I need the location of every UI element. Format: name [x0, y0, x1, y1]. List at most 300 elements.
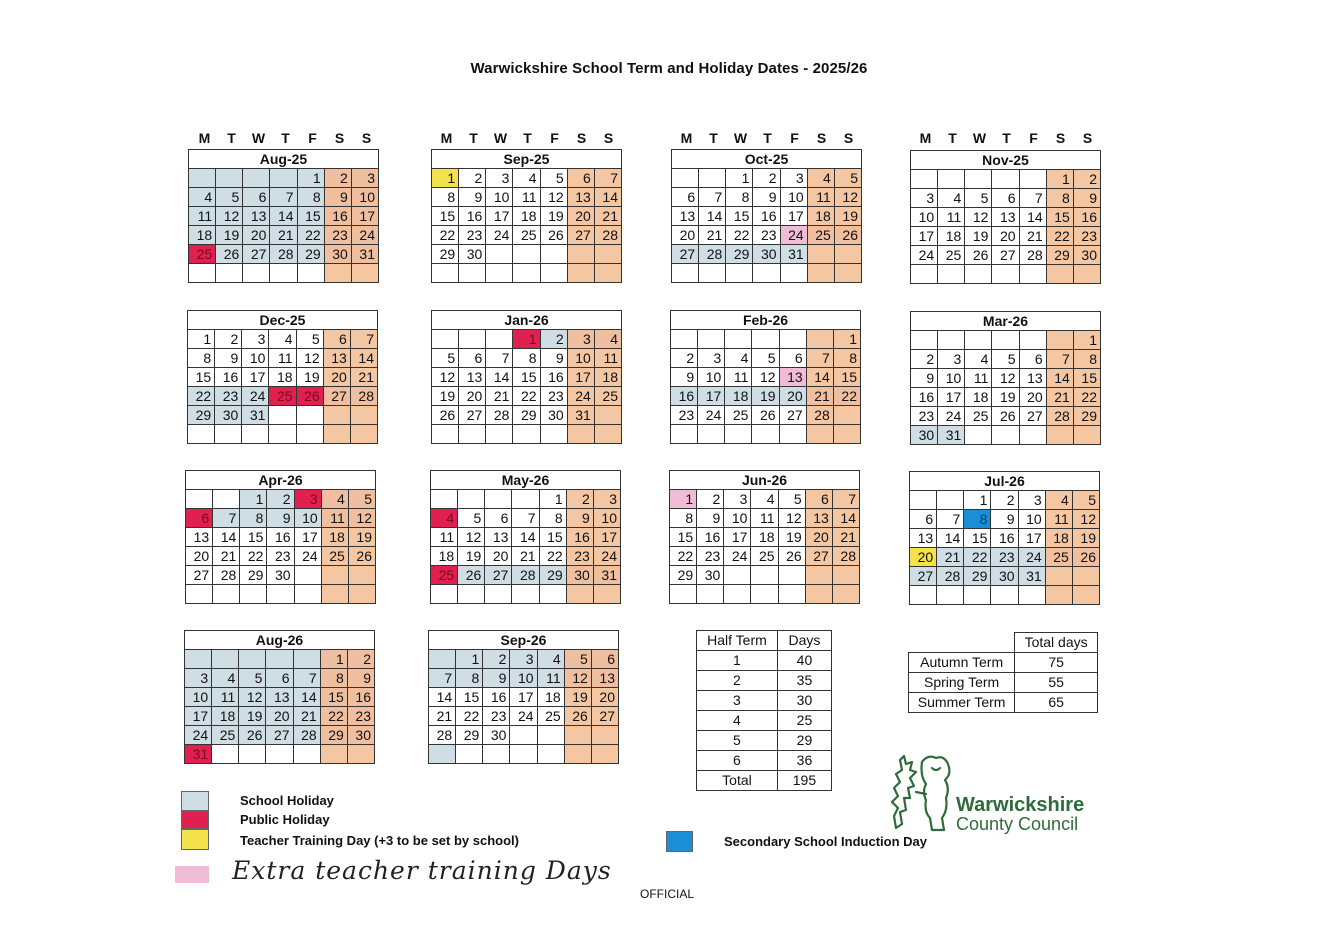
day-cell: [778, 585, 805, 604]
week-row: [910, 510, 1100, 529]
day-cell: [186, 585, 213, 604]
day-header: F: [308, 130, 317, 146]
day-cell: 25: [807, 226, 834, 245]
day-cell: [992, 331, 1019, 350]
day-cell: 18: [751, 528, 778, 547]
day-cell: 10: [938, 369, 965, 388]
week-row: [911, 265, 1101, 284]
day-cell: 30: [697, 566, 724, 585]
week-row: [911, 350, 1101, 369]
week-row: [432, 425, 622, 444]
day-cell: [1072, 567, 1099, 586]
day-cell: [751, 585, 778, 604]
half-term-cell: 36: [777, 751, 831, 771]
week-row: [429, 707, 619, 726]
week-row: [670, 490, 860, 509]
day-cell: 13: [779, 368, 806, 387]
day-cell: [429, 745, 456, 764]
half-term-cell: 4: [697, 711, 778, 731]
day-header: S: [843, 130, 854, 146]
half-term-header-row: [697, 631, 832, 651]
day-cell: 21: [486, 387, 513, 406]
day-cell: [185, 650, 212, 669]
handwritten-note: Extra teacher training Days: [232, 856, 612, 885]
day-cell: 5: [216, 188, 243, 207]
month-title: Dec-25: [187, 310, 378, 329]
week-row: [671, 349, 861, 368]
day-cell: 4: [513, 169, 540, 188]
day-cell: 18: [807, 207, 834, 226]
day-cell: 31: [780, 245, 807, 264]
term-name: Spring Term: [909, 673, 1015, 693]
day-cell: 11: [1045, 510, 1072, 529]
day-cell: 31: [1018, 567, 1045, 586]
week-row: [431, 490, 621, 509]
day-cell: 24: [510, 707, 537, 726]
day-cell: 20: [591, 688, 618, 707]
week-row: [670, 547, 860, 566]
month-dec-25: [187, 310, 378, 444]
day-cell: [938, 331, 965, 350]
day-cell: 5: [1072, 491, 1099, 510]
day-cell: 10: [724, 509, 751, 528]
day-cell: 4: [269, 330, 296, 349]
day-cell: [1019, 265, 1046, 284]
day-cell: 6: [459, 349, 486, 368]
week-row: [431, 566, 621, 585]
day-cell: 21: [937, 548, 964, 567]
day-cell: 9: [671, 368, 698, 387]
day-cell: [320, 745, 347, 764]
day-cell: 11: [807, 188, 834, 207]
day-cell: 6: [910, 510, 937, 529]
day-header: W: [493, 130, 508, 146]
day-cell: 18: [594, 368, 621, 387]
day-cell: [429, 650, 456, 669]
day-cell: 4: [212, 669, 239, 688]
day-cell: [216, 169, 243, 188]
day-cell: 23: [459, 226, 486, 245]
month-jan-26: [431, 310, 622, 444]
day-cell: [539, 585, 566, 604]
day-cell: 17: [938, 388, 965, 407]
week-row: [188, 406, 378, 425]
day-cell: 2: [324, 169, 351, 188]
day-cell: 16: [566, 528, 593, 547]
day-cell: 25: [513, 226, 540, 245]
day-cell: 6: [266, 669, 293, 688]
day-header: M: [680, 130, 693, 146]
week-row: [186, 547, 376, 566]
day-cell: [294, 585, 321, 604]
day-cell: 14: [699, 207, 726, 226]
day-cell: 30: [991, 567, 1018, 586]
day-cell: 8: [964, 510, 991, 529]
day-cell: 14: [832, 509, 859, 528]
day-cell: 8: [1046, 189, 1073, 208]
week-row: [188, 425, 378, 444]
day-cell: 21: [213, 547, 240, 566]
day-cell: 28: [270, 245, 297, 264]
day-cell: 26: [965, 246, 992, 265]
week-row: [671, 425, 861, 444]
day-cell: [243, 169, 270, 188]
week-row: [670, 585, 860, 604]
day-cell: 7: [594, 169, 621, 188]
day-cell: 12: [992, 369, 1019, 388]
day-cell: 20: [186, 547, 213, 566]
week-row: [671, 368, 861, 387]
day-cell: [965, 331, 992, 350]
day-cell: 1: [432, 169, 459, 188]
day-cell: [213, 490, 240, 509]
day-cell: 16: [459, 207, 486, 226]
day-cell: 8: [1073, 350, 1100, 369]
day-cell: 29: [320, 726, 347, 745]
day-cell: 12: [432, 368, 459, 387]
month-may-26: [430, 470, 621, 604]
term-days: 75: [1015, 653, 1098, 673]
day-cell: 30: [324, 245, 351, 264]
day-cell: [240, 585, 267, 604]
day-cell: 7: [937, 510, 964, 529]
day-header: S: [576, 130, 587, 146]
half-term-row: [697, 771, 832, 791]
day-cell: 15: [513, 368, 540, 387]
day-cell: 4: [751, 490, 778, 509]
day-cell: 28: [699, 245, 726, 264]
day-cell: [270, 264, 297, 283]
day-cell: 12: [458, 528, 485, 547]
day-cell: 3: [486, 169, 513, 188]
day-cell: [351, 264, 378, 283]
day-cell: [186, 490, 213, 509]
day-cell: [350, 406, 377, 425]
day-cell: 31: [938, 426, 965, 445]
day-cell: [1019, 170, 1046, 189]
day-cell: 21: [699, 226, 726, 245]
month-grid: [185, 489, 376, 604]
day-cell: 21: [512, 547, 539, 566]
day-cell: 14: [806, 368, 833, 387]
day-cell: 2: [267, 490, 294, 509]
day-cell: 11: [321, 509, 348, 528]
day-cell: [1046, 426, 1073, 445]
day-cell: 28: [429, 726, 456, 745]
day-cell: 4: [431, 509, 458, 528]
day-cell: 21: [1019, 227, 1046, 246]
day-cell: 22: [188, 387, 215, 406]
half-term-cell: 195: [777, 771, 831, 791]
month-title: Sep-26: [428, 630, 619, 649]
day-cell: [485, 585, 512, 604]
day-header: S: [361, 130, 372, 146]
day-cell: [189, 264, 216, 283]
week-row: [670, 566, 860, 585]
week-row: [429, 669, 619, 688]
day-cell: 27: [591, 707, 618, 726]
day-cell: 7: [806, 349, 833, 368]
day-cell: 14: [937, 529, 964, 548]
day-cell: 10: [911, 208, 938, 227]
day-cell: 10: [185, 688, 212, 707]
legend-induction-label: Secondary School Induction Day: [724, 834, 927, 849]
week-row: [432, 330, 622, 349]
day-cell: 2: [753, 169, 780, 188]
day-cell: [564, 745, 591, 764]
day-cell: [1019, 331, 1046, 350]
day-cell: 2: [215, 330, 242, 349]
week-row: [672, 226, 862, 245]
half-term-row: [697, 711, 832, 731]
month-grid: [909, 490, 1100, 605]
day-cell: 18: [212, 707, 239, 726]
day-cell: 17: [780, 207, 807, 226]
day-cell: 24: [911, 246, 938, 265]
day-cell: [1018, 586, 1045, 605]
day-cell: [807, 245, 834, 264]
day-cell: [269, 425, 296, 444]
half-term-table: [696, 630, 832, 791]
day-cell: [431, 585, 458, 604]
half-term-row: [697, 651, 832, 671]
half-term-cell: Total: [697, 771, 778, 791]
day-cell: [1019, 426, 1046, 445]
day-header: S: [334, 130, 345, 146]
day-cell: 17: [724, 528, 751, 547]
day-cell: 2: [540, 330, 567, 349]
day-cell: [348, 566, 375, 585]
day-cell: [992, 426, 1019, 445]
day-cell: [724, 585, 751, 604]
day-cell: 20: [779, 387, 806, 406]
day-cell: 24: [242, 387, 269, 406]
week-row: [911, 369, 1101, 388]
day-cell: 24: [938, 407, 965, 426]
week-row: [432, 368, 622, 387]
day-cell: 10: [242, 349, 269, 368]
day-cell: [540, 264, 567, 283]
day-cell: 19: [778, 528, 805, 547]
day-cell: 27: [910, 567, 937, 586]
day-cell: 11: [965, 369, 992, 388]
month-title: Jan-26: [431, 310, 622, 329]
day-cell: [513, 425, 540, 444]
day-cell: 13: [567, 188, 594, 207]
day-cell: [834, 264, 861, 283]
day-cell: 23: [753, 226, 780, 245]
day-cell: 2: [483, 650, 510, 669]
week-row: [185, 650, 375, 669]
day-cell: 24: [593, 547, 620, 566]
day-cell: [432, 330, 459, 349]
day-header: M: [198, 130, 211, 146]
day-cell: 18: [269, 368, 296, 387]
day-cell: [778, 566, 805, 585]
day-cell: 8: [670, 509, 697, 528]
week-row: [185, 669, 375, 688]
day-cell: 25: [1045, 548, 1072, 567]
day-cell: 5: [239, 669, 266, 688]
day-cell: [1046, 265, 1073, 284]
day-cell: [564, 726, 591, 745]
month-grid: [184, 649, 375, 764]
day-cell: 12: [1072, 510, 1099, 529]
term-row: [909, 653, 1098, 673]
day-cell: [594, 425, 621, 444]
week-row: [186, 490, 376, 509]
day-cell: 5: [965, 189, 992, 208]
day-cell: [215, 425, 242, 444]
day-cell: 19: [965, 227, 992, 246]
day-cell: 19: [564, 688, 591, 707]
day-cell: 11: [513, 188, 540, 207]
day-cell: [671, 425, 698, 444]
day-cell: 3: [911, 189, 938, 208]
day-cell: 22: [1046, 227, 1073, 246]
week-row: [189, 169, 379, 188]
day-cell: 20: [485, 547, 512, 566]
week-row: [672, 188, 862, 207]
day-cell: 2: [911, 350, 938, 369]
week-row: [911, 331, 1101, 350]
day-cell: 13: [266, 688, 293, 707]
day-cell: 14: [594, 188, 621, 207]
week-row: [431, 509, 621, 528]
day-cell: [726, 264, 753, 283]
day-cell: [752, 425, 779, 444]
day-cell: 9: [347, 669, 374, 688]
day-header: S: [1055, 130, 1066, 146]
day-cell: 9: [324, 188, 351, 207]
day-cell: 4: [807, 169, 834, 188]
day-cell: [594, 406, 621, 425]
week-row: [189, 188, 379, 207]
day-cell: 18: [189, 226, 216, 245]
day-cell: 16: [324, 207, 351, 226]
day-cell: 20: [1019, 388, 1046, 407]
day-cell: 29: [456, 726, 483, 745]
day-cell: 15: [188, 368, 215, 387]
day-cell: 12: [348, 509, 375, 528]
week-row: [672, 169, 862, 188]
day-cell: 7: [350, 330, 377, 349]
day-cell: [911, 265, 938, 284]
day-cell: [594, 264, 621, 283]
half-term-header: Days: [777, 631, 831, 651]
day-cell: 6: [1019, 350, 1046, 369]
day-cell: [323, 406, 350, 425]
day-cell: [672, 169, 699, 188]
day-cell: 29: [297, 245, 324, 264]
day-cell: 3: [938, 350, 965, 369]
day-cell: 10: [593, 509, 620, 528]
week-row: [186, 566, 376, 585]
page-title: Warwickshire School Term and Holiday Dates - 2025/26: [470, 60, 868, 77]
day-cell: [297, 264, 324, 283]
day-cell: [832, 585, 859, 604]
legend-teacher-training-swatch: [181, 829, 209, 850]
week-row: [432, 245, 622, 264]
month-grid: [910, 169, 1101, 284]
day-cell: [293, 745, 320, 764]
day-cell: 25: [431, 566, 458, 585]
day-cell: [537, 745, 564, 764]
week-row: [186, 509, 376, 528]
day-cell: 1: [726, 169, 753, 188]
day-cell: 18: [1045, 529, 1072, 548]
day-header: F: [550, 130, 559, 146]
day-cell: [833, 406, 860, 425]
day-cell: [294, 566, 321, 585]
day-cell: 11: [189, 207, 216, 226]
day-cell: [540, 245, 567, 264]
day-cell: [807, 264, 834, 283]
day-cell: 17: [567, 368, 594, 387]
week-row: [189, 245, 379, 264]
day-cell: 5: [834, 169, 861, 188]
day-cell: [779, 330, 806, 349]
day-cell: [593, 585, 620, 604]
day-cell: 1: [964, 491, 991, 510]
month-grid: [670, 329, 861, 444]
day-cell: 25: [537, 707, 564, 726]
day-cell: [751, 566, 778, 585]
legend-public-holiday-label: Public Holiday: [240, 812, 330, 827]
day-cell: 21: [832, 528, 859, 547]
month-title: Jun-26: [669, 470, 860, 489]
day-cell: 2: [1073, 170, 1100, 189]
day-cell: 28: [1019, 246, 1046, 265]
day-cell: 9: [753, 188, 780, 207]
day-cell: 22: [539, 547, 566, 566]
day-cell: 18: [513, 207, 540, 226]
month-sep-26: [428, 630, 619, 764]
day-cell: 28: [1046, 407, 1073, 426]
day-cell: 30: [911, 426, 938, 445]
day-cell: 1: [240, 490, 267, 509]
day-cell: 27: [992, 246, 1019, 265]
day-cell: [1046, 331, 1073, 350]
day-cell: 22: [833, 387, 860, 406]
day-cell: 15: [670, 528, 697, 547]
day-cell: 14: [350, 349, 377, 368]
day-cell: 19: [432, 387, 459, 406]
day-cell: 22: [513, 387, 540, 406]
day-cell: 20: [459, 387, 486, 406]
week-row: [188, 368, 378, 387]
legend-induction-swatch: [666, 831, 693, 852]
term-name: Summer Term: [909, 693, 1015, 713]
day-cell: 7: [1019, 189, 1046, 208]
day-cell: 22: [726, 226, 753, 245]
day-cell: 17: [486, 207, 513, 226]
day-cell: 14: [1019, 208, 1046, 227]
day-cell: 13: [186, 528, 213, 547]
day-cell: 6: [591, 650, 618, 669]
day-cell: 25: [938, 246, 965, 265]
week-row: [432, 226, 622, 245]
day-cell: [513, 264, 540, 283]
day-cell: 28: [213, 566, 240, 585]
day-cell: [323, 425, 350, 444]
month-grid: [431, 329, 622, 444]
half-term-row: [697, 671, 832, 691]
day-cell: 9: [215, 349, 242, 368]
half-term-row: [697, 751, 832, 771]
month-grid: [187, 329, 378, 444]
day-cell: 24: [698, 406, 725, 425]
